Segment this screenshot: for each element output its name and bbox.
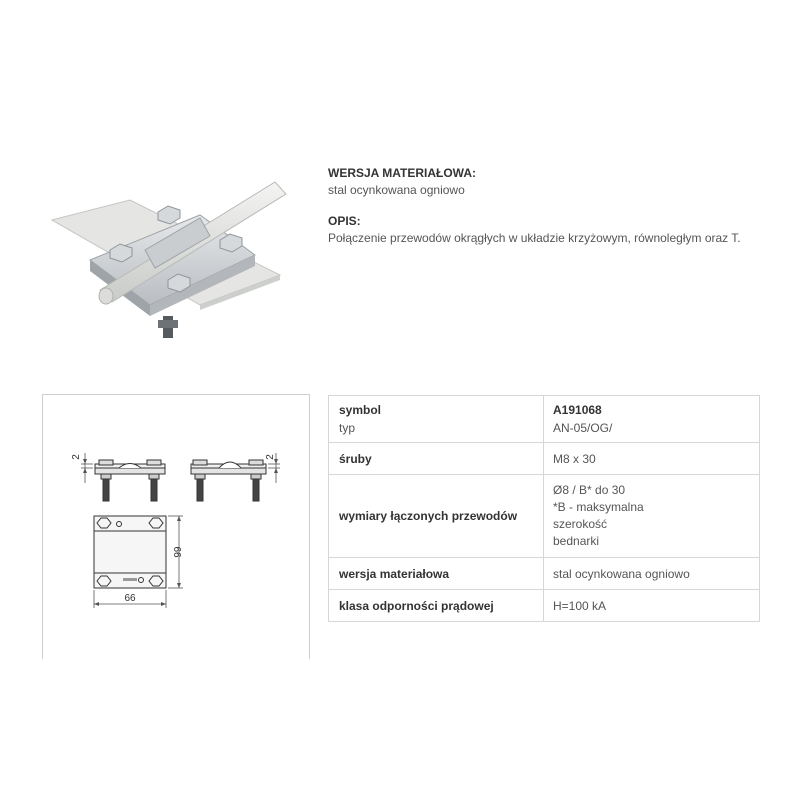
type-value: AN-05/OG/ — [553, 421, 613, 435]
row-label: wymiary łączonych przewodów — [329, 475, 544, 558]
row-value-line: *B - maksymalna — [553, 500, 644, 514]
dim-height: 66 — [171, 546, 182, 558]
spec-table — [328, 395, 760, 622]
product-image — [50, 170, 315, 345]
row-value: H=100 kA — [544, 590, 760, 622]
product-info — [328, 165, 788, 261]
table-row — [329, 443, 760, 475]
row-value-line: szerokość — [553, 517, 608, 531]
row-label: śruby — [329, 443, 544, 475]
dim-thickness-left: 2 — [71, 454, 82, 460]
row-value: M8 x 30 — [544, 443, 760, 475]
row-label: wersja materiałowa — [329, 558, 544, 590]
material-heading: WERSJA MATERIAŁOWA: — [328, 166, 476, 180]
row-value-line: Ø8 / B* do 30 — [553, 483, 626, 497]
material-text: stal ocynkowana ogniowo — [328, 183, 465, 197]
description-text: Połączenie przewodów okrągłych w układzie krzyżowym, równoległym oraz T. — [328, 231, 741, 245]
description-heading: OPIS: — [328, 214, 361, 228]
row-value-line: bednarki — [553, 534, 600, 548]
row-label: klasa odporności prądowej — [329, 590, 544, 622]
table-row — [329, 475, 760, 558]
row-value: stal ocynkowana ogniowo — [544, 558, 760, 590]
table-row — [329, 590, 760, 622]
technical-drawing — [42, 394, 310, 659]
dim-thickness-right: 2 — [265, 454, 276, 460]
table-row — [329, 558, 760, 590]
symbol-value: A191068 — [553, 403, 602, 417]
symbol-label: symbol — [339, 403, 382, 417]
table-row — [329, 396, 760, 443]
dim-width: 66 — [124, 593, 136, 604]
type-label: typ — [339, 421, 356, 435]
